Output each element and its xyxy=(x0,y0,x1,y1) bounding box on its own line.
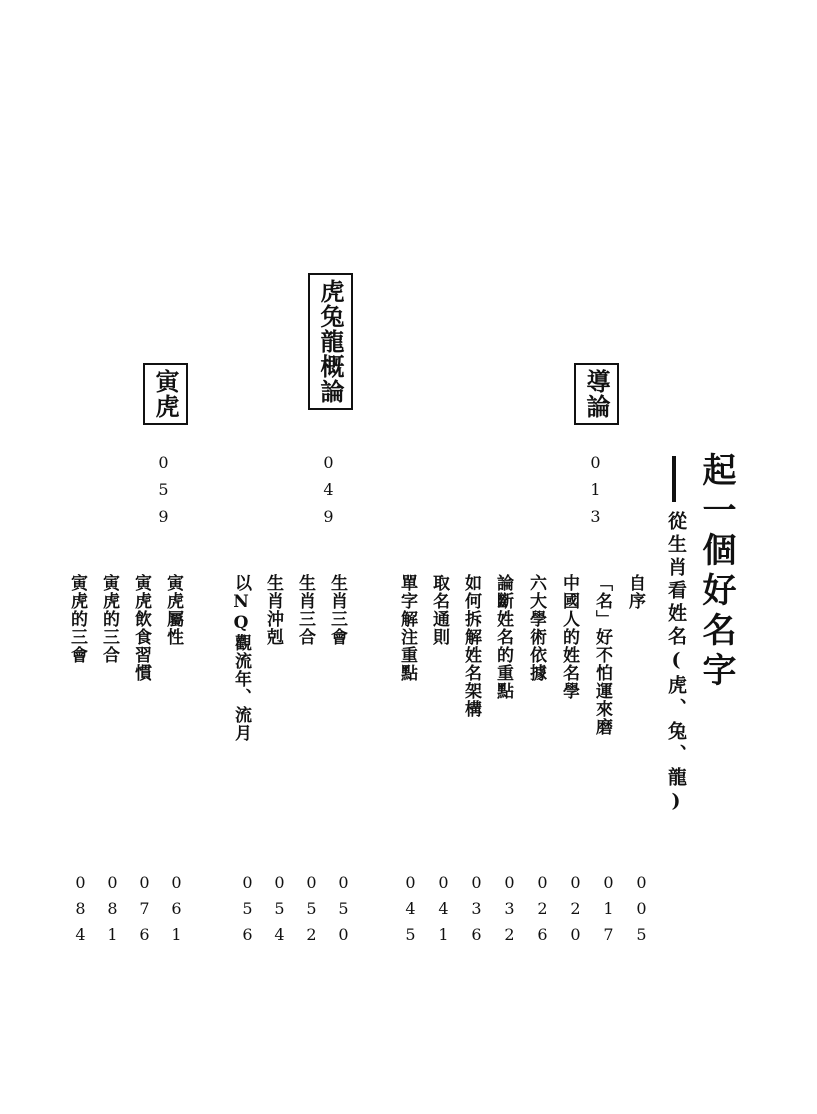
toc-entry[interactable]: 單字解注重點 xyxy=(397,574,417,682)
entry-page-number: 017 xyxy=(599,873,618,951)
toc-entry[interactable]: 如何拆解姓名架構 xyxy=(461,574,481,718)
chapter-page-number xyxy=(316,453,338,534)
entry-page-number: 041 xyxy=(434,873,453,951)
toc-entry[interactable]: 寅虎的三會 xyxy=(67,574,87,664)
chapter-page-number xyxy=(151,453,173,534)
entry-page-number: 054 xyxy=(270,873,289,951)
toc-entry[interactable]: 取名通則 xyxy=(429,574,449,646)
entry-page-number: 076 xyxy=(135,873,154,951)
entry-page-number: 026 xyxy=(533,873,552,951)
toc-entry[interactable]: 生肖三會 xyxy=(327,574,347,646)
entry-page-number: 032 xyxy=(500,873,519,951)
toc-entry[interactable]: 六大學術依據 xyxy=(526,574,546,682)
toc-entry[interactable]: 以NQ觀流年、流月 xyxy=(231,574,251,742)
entry-page-number: 081 xyxy=(103,873,122,951)
toc-entry[interactable]: 寅虎屬性 xyxy=(163,574,183,646)
toc-entry[interactable]: 生肖三合 xyxy=(295,574,315,646)
toc-entry[interactable]: 論斷姓名的重點 xyxy=(493,574,513,700)
chapter-heading-label: 導論 xyxy=(582,369,610,419)
chapter-heading-label: 虎兔龍概論 xyxy=(316,279,344,404)
chapter-heading-intro[interactable] xyxy=(574,363,619,425)
entry-page-number: 050 xyxy=(334,873,353,951)
entry-page-number: 056 xyxy=(238,873,257,951)
chapter-page-number xyxy=(583,453,605,534)
chapter-heading-overview[interactable] xyxy=(308,273,353,410)
entry-page-number: 045 xyxy=(401,873,420,951)
book-title: 起一個好名字 xyxy=(696,452,736,692)
toc-entry[interactable]: 生肖沖剋 xyxy=(263,574,283,646)
toc-entry[interactable]: 自序 xyxy=(625,574,645,610)
entry-page-number: 084 xyxy=(71,873,90,951)
toc-entry[interactable]: 中國人的姓名學 xyxy=(559,574,579,700)
toc-entry[interactable]: 「名」好不怕運來磨 xyxy=(592,574,612,736)
page-digit: 013 xyxy=(586,453,605,534)
subtitle-dash xyxy=(672,456,676,502)
chapter-heading-tiger[interactable] xyxy=(143,363,188,425)
entry-page-number: 061 xyxy=(167,873,186,951)
entry-page-number: 036 xyxy=(467,873,486,951)
book-subtitle: 從生肖看姓名(虎、兔、龍) xyxy=(665,511,687,816)
toc-entry[interactable]: 寅虎飲食習慣 xyxy=(131,574,151,682)
page-digit: 049 xyxy=(319,453,338,534)
entry-page-number: 005 xyxy=(632,873,651,951)
entry-page-number: 052 xyxy=(302,873,321,951)
chapter-heading-label: 寅虎 xyxy=(151,369,179,419)
entry-page-number: 020 xyxy=(566,873,585,951)
page-digit: 059 xyxy=(154,453,173,534)
toc-entry[interactable]: 寅虎的三合 xyxy=(99,574,119,664)
